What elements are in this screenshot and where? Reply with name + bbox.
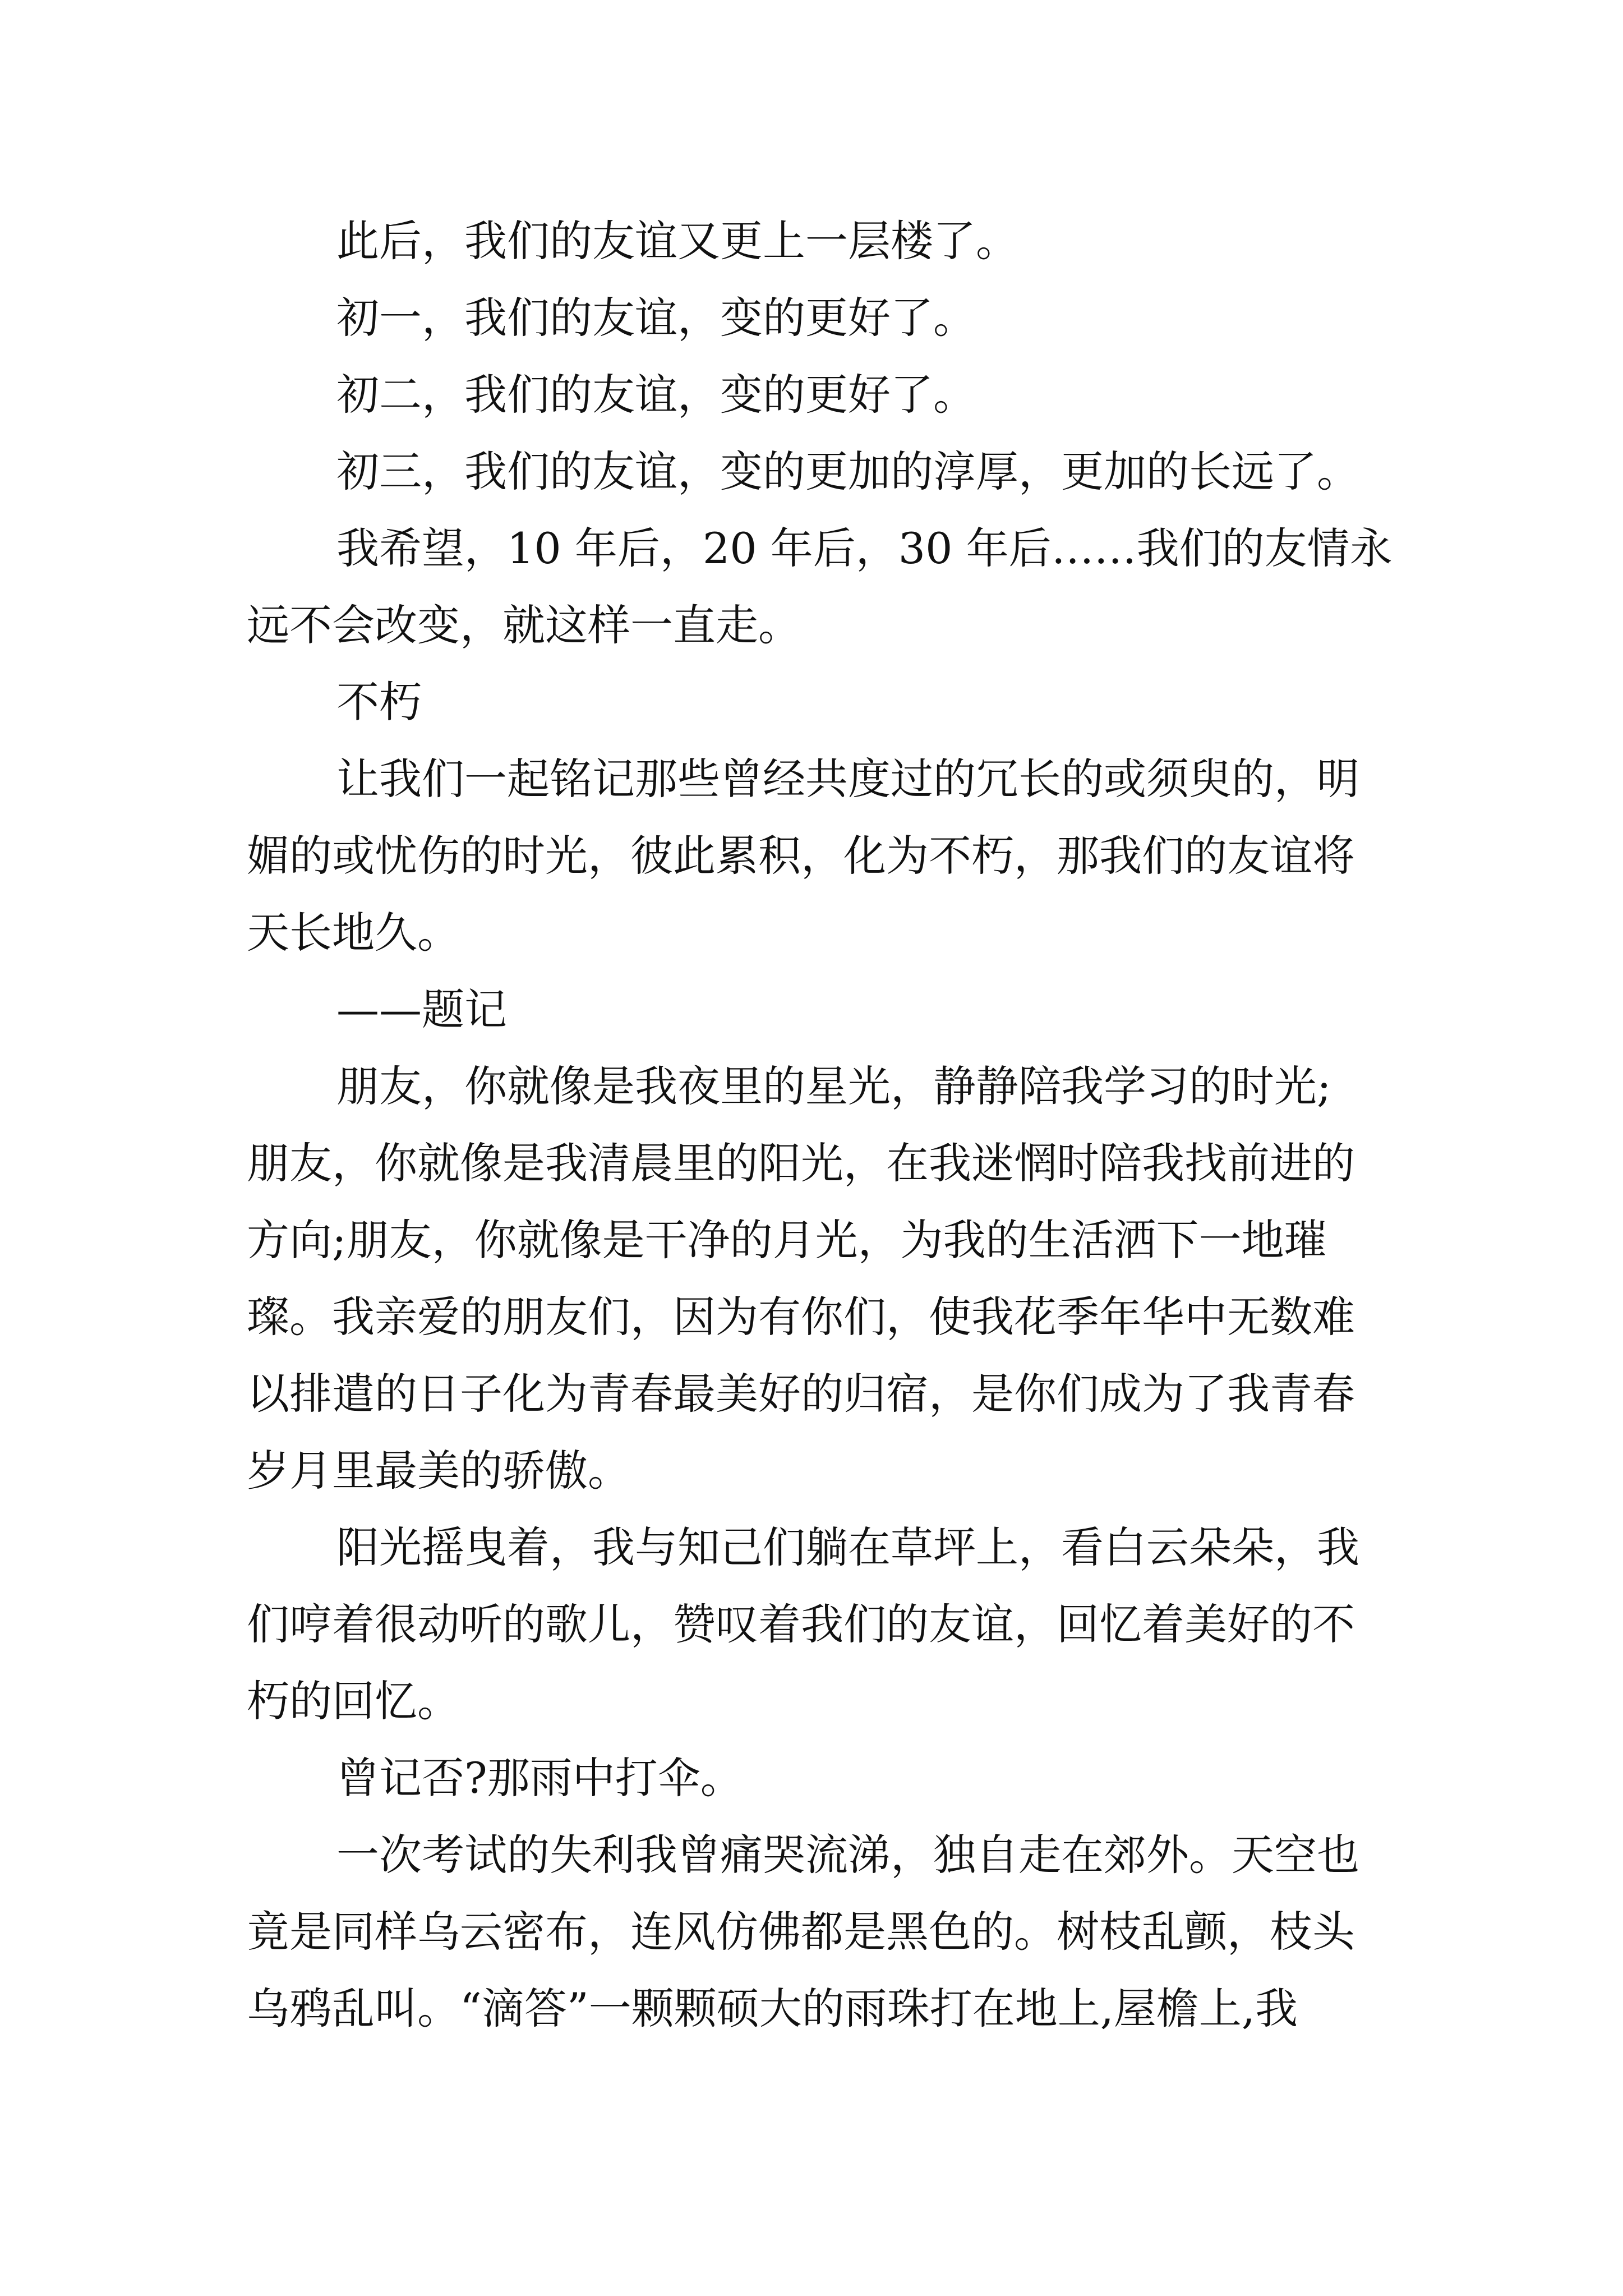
text-line: 不朽 [336, 677, 422, 727]
text-line: 乌鸦乱叫。“滴答”一颗颗硕大的雨珠打在地上,屋檐上,我 [247, 1984, 1298, 2033]
text-line: 竟是同样乌云密布，连风仿佛都是黑色的。树枝乱颤，枝头 [247, 1907, 1355, 1957]
text-line: 初三，我们的友谊，变的更加的淳厚，更加的长远了。 [336, 447, 1359, 496]
text-line: 以排遣的日子化为青春最美好的归宿，是你们成为了我青春 [247, 1369, 1355, 1419]
text-line: 方向;朋友，你就像是干净的月光，为我的生活洒下一地璀 [247, 1215, 1327, 1265]
text-line: 天长地久。 [247, 908, 460, 958]
text-line: ——题记 [336, 984, 507, 1034]
text-line: 璨。我亲爱的朋友们，因为有你们，使我花季年华中无数难 [247, 1292, 1355, 1342]
text-line: 一次考试的失利我曾痛哭流涕，独自走在郊外。天空也 [336, 1830, 1359, 1880]
text-line: 我希望，10 年后，20 年后，30 年后……我们的友情永 [336, 523, 1393, 573]
text-line: 让我们一起铭记那些曾经共度过的冗长的或须臾的，明 [336, 754, 1359, 804]
text-line: 们哼着很动听的歌儿，赞叹着我们的友谊，回忆着美好的不 [247, 1599, 1355, 1649]
text-line: 岁月里最美的骄傲。 [247, 1446, 630, 1496]
text-line: 朽的回忆。 [247, 1676, 460, 1726]
text-line: 朋友，你就像是我清晨里的阳光，在我迷惘时陪我找前进的 [247, 1138, 1355, 1188]
text-line: 曾记否?那雨中打伞。 [336, 1753, 743, 1803]
text-line: 此后，我们的友谊又更上一层楼了。 [336, 216, 1018, 266]
text-line: 朋友，你就像是我夜里的星光，静静陪我学习的时光; [336, 1061, 1331, 1111]
text-line: 阳光摇曳着，我与知己们躺在草坪上，看白云朵朵，我 [336, 1522, 1359, 1572]
text-line: 媚的或忧伤的时光，彼此累积，化为不朽，那我们的友谊将 [247, 831, 1355, 881]
text-line: 初二，我们的友谊，变的更好了。 [336, 370, 976, 420]
text-line: 远不会改变，就这样一直走。 [247, 600, 801, 650]
text-line: 初一，我们的友谊，变的更好了。 [336, 293, 976, 343]
